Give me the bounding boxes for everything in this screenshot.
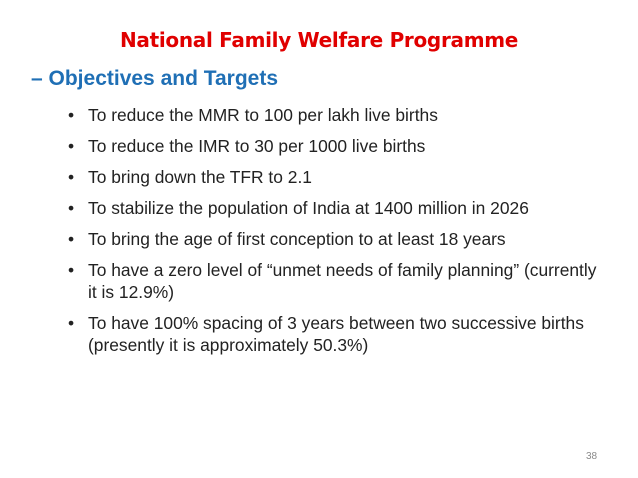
bullet-dot-icon: • xyxy=(68,198,75,218)
slide-subheading: – Objectives and Targets xyxy=(31,67,279,90)
bullet-item xyxy=(68,259,608,303)
bullet-item xyxy=(68,104,608,126)
bullet-text: To bring the age of first conception to at least 18 years xyxy=(88,229,506,249)
bullet-text: To have a zero level of “unmet needs of family planning” (currently it is 12.9%) xyxy=(88,260,597,302)
bullet-dot-icon: • xyxy=(68,136,75,156)
bullet-dot-icon: • xyxy=(68,260,75,280)
bullet-text: To have 100% spacing of 3 years between two successive births (presently it is approximately 50.3%) xyxy=(88,313,584,355)
bullet-text: To reduce the IMR to 30 per 1000 live births xyxy=(88,136,426,156)
bullet-item xyxy=(68,312,608,356)
bullet-dot-icon: • xyxy=(68,167,75,187)
bullet-text: To stabilize the population of India at 1400 million in 2026 xyxy=(88,198,529,218)
bullet-item xyxy=(68,166,608,188)
bullet-item xyxy=(68,135,608,157)
bullet-item xyxy=(68,197,608,219)
slide-title: National Family Welfare Programme xyxy=(119,28,519,52)
page-number: 38 xyxy=(586,451,598,462)
bullet-dot-icon: • xyxy=(68,313,75,333)
objectives-list xyxy=(68,104,608,365)
bullet-dot-icon: • xyxy=(68,105,75,125)
bullet-text: To bring down the TFR to 2.1 xyxy=(88,167,312,187)
bullet-item xyxy=(68,228,608,250)
bullet-text: To reduce the MMR to 100 per lakh live births xyxy=(88,105,438,125)
bullet-dot-icon: • xyxy=(68,229,75,249)
